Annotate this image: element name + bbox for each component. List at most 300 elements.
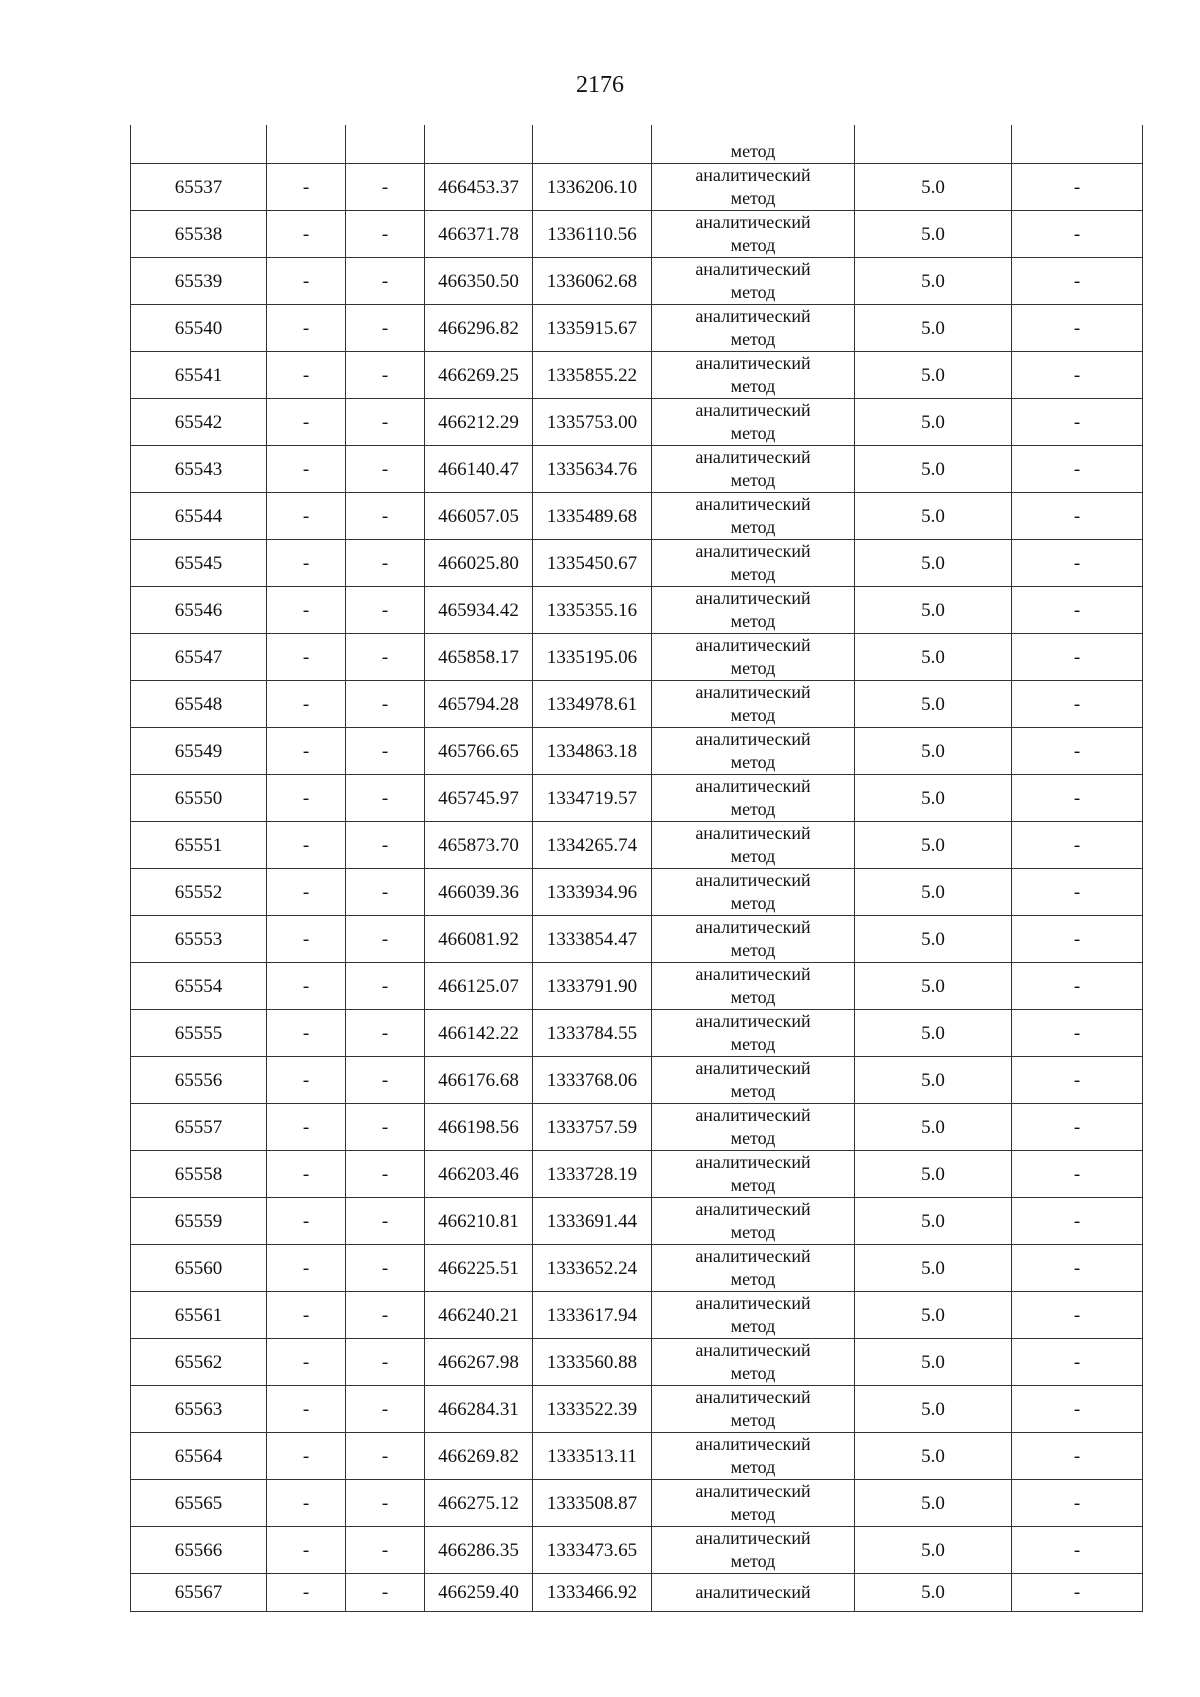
method-line: аналитический bbox=[695, 917, 811, 937]
cell-col3: - bbox=[346, 1480, 425, 1527]
cell-x: 465794.28 bbox=[425, 681, 533, 728]
method-line: метод bbox=[730, 893, 776, 913]
cell-method bbox=[652, 352, 855, 399]
method-line: метод bbox=[730, 1551, 776, 1571]
table-row bbox=[131, 822, 1143, 869]
cell-col2: - bbox=[267, 1339, 346, 1386]
cell-y: 1333513.11 bbox=[533, 1433, 652, 1480]
method-line: аналитический bbox=[695, 541, 811, 561]
cell-col3: - bbox=[346, 540, 425, 587]
cell-accuracy: 5.0 bbox=[855, 1339, 1012, 1386]
cell-y: 1333791.90 bbox=[533, 963, 652, 1010]
cell-y: 1333466.92 bbox=[533, 1574, 652, 1612]
cell-col8: - bbox=[1012, 493, 1143, 540]
method-line: аналитический bbox=[695, 1582, 811, 1602]
cell-point-number: 65566 bbox=[131, 1527, 267, 1574]
table-row bbox=[131, 1057, 1143, 1104]
table-row bbox=[131, 869, 1143, 916]
cell-col2: - bbox=[267, 540, 346, 587]
cell-col2: - bbox=[267, 1292, 346, 1339]
method-line: метод bbox=[730, 1457, 776, 1477]
cell-y: 1333617.94 bbox=[533, 1292, 652, 1339]
table-row bbox=[131, 587, 1143, 634]
cell-x: 466025.80 bbox=[425, 540, 533, 587]
cell-accuracy: 5.0 bbox=[855, 869, 1012, 916]
cell-col2: - bbox=[267, 634, 346, 681]
cell-point-number: 65555 bbox=[131, 1010, 267, 1057]
method-line: метод bbox=[730, 235, 776, 255]
cell-col3: - bbox=[346, 775, 425, 822]
cell-y: 1333508.87 bbox=[533, 1480, 652, 1527]
method-line: аналитический bbox=[695, 353, 811, 373]
cell-method bbox=[652, 1245, 855, 1292]
cell-col2: - bbox=[267, 587, 346, 634]
method-line: метод bbox=[730, 470, 776, 490]
cell-accuracy: 5.0 bbox=[855, 1480, 1012, 1527]
cell-y: 1335355.16 bbox=[533, 587, 652, 634]
cell-col3: - bbox=[346, 446, 425, 493]
cell-y: 1334265.74 bbox=[533, 822, 652, 869]
method-line: аналитический bbox=[695, 870, 811, 890]
cell-method bbox=[652, 211, 855, 258]
cell-x: 466269.25 bbox=[425, 352, 533, 399]
method-line: метод bbox=[730, 1410, 776, 1430]
cell-y: 1333473.65 bbox=[533, 1527, 652, 1574]
cell-method bbox=[652, 728, 855, 775]
cell-accuracy bbox=[855, 125, 1012, 164]
cell-point-number: 65562 bbox=[131, 1339, 267, 1386]
cell-col8: - bbox=[1012, 728, 1143, 775]
cell-x: 466140.47 bbox=[425, 446, 533, 493]
cell-accuracy: 5.0 bbox=[855, 963, 1012, 1010]
cell-point-number: 65545 bbox=[131, 540, 267, 587]
cell-y: 1334719.57 bbox=[533, 775, 652, 822]
cell-col2: - bbox=[267, 164, 346, 211]
table-row bbox=[131, 446, 1143, 493]
method-line: аналитический bbox=[695, 1434, 811, 1454]
cell-col2: - bbox=[267, 822, 346, 869]
cell-col3: - bbox=[346, 963, 425, 1010]
method-line: метод bbox=[730, 752, 776, 772]
method-line: метод bbox=[730, 1222, 776, 1242]
cell-col3: - bbox=[346, 869, 425, 916]
cell-col8: - bbox=[1012, 1104, 1143, 1151]
cell-accuracy: 5.0 bbox=[855, 681, 1012, 728]
cell-x: 466142.22 bbox=[425, 1010, 533, 1057]
cell-x: 465745.97 bbox=[425, 775, 533, 822]
cell-col8: - bbox=[1012, 1339, 1143, 1386]
method-line: аналитический bbox=[695, 1528, 811, 1548]
cell-col8: - bbox=[1012, 869, 1143, 916]
method-line: метод bbox=[730, 1316, 776, 1336]
cell-col2: - bbox=[267, 963, 346, 1010]
cell-x: 465934.42 bbox=[425, 587, 533, 634]
cell-col2: - bbox=[267, 399, 346, 446]
cell-point-number bbox=[131, 125, 267, 164]
cell-method bbox=[652, 493, 855, 540]
method-line: аналитический bbox=[695, 212, 811, 232]
method-line: аналитический bbox=[695, 165, 811, 185]
method-line: метод bbox=[730, 141, 776, 161]
cell-point-number: 65557 bbox=[131, 1104, 267, 1151]
cell-accuracy: 5.0 bbox=[855, 1245, 1012, 1292]
cell-col2: - bbox=[267, 211, 346, 258]
cell-point-number: 65538 bbox=[131, 211, 267, 258]
cell-y: 1335915.67 bbox=[533, 305, 652, 352]
table-row bbox=[131, 1433, 1143, 1480]
cell-x: 466275.12 bbox=[425, 1480, 533, 1527]
cell-point-number: 65565 bbox=[131, 1480, 267, 1527]
cell-method bbox=[652, 822, 855, 869]
method-line: метод bbox=[730, 611, 776, 631]
method-line: метод bbox=[730, 1363, 776, 1383]
cell-method bbox=[652, 1151, 855, 1198]
method-line: метод bbox=[730, 282, 776, 302]
table-row bbox=[131, 305, 1143, 352]
cell-y: 1333934.96 bbox=[533, 869, 652, 916]
cell-x: 466198.56 bbox=[425, 1104, 533, 1151]
cell-col3: - bbox=[346, 258, 425, 305]
cell-y: 1333652.24 bbox=[533, 1245, 652, 1292]
cell-col3: - bbox=[346, 1292, 425, 1339]
table-row bbox=[131, 1527, 1143, 1574]
cell-point-number: 65552 bbox=[131, 869, 267, 916]
cell-x: 466210.81 bbox=[425, 1198, 533, 1245]
cell-method bbox=[652, 916, 855, 963]
cell-y: 1333522.39 bbox=[533, 1386, 652, 1433]
cell-col3: - bbox=[346, 822, 425, 869]
cell-point-number: 65543 bbox=[131, 446, 267, 493]
cell-x: 466267.98 bbox=[425, 1339, 533, 1386]
cell-point-number: 65561 bbox=[131, 1292, 267, 1339]
cell-col2: - bbox=[267, 681, 346, 728]
cell-x: 466284.31 bbox=[425, 1386, 533, 1433]
cell-point-number: 65547 bbox=[131, 634, 267, 681]
cell-col3: - bbox=[346, 164, 425, 211]
table-row bbox=[131, 681, 1143, 728]
method-line: аналитический bbox=[695, 1340, 811, 1360]
cell-col8: - bbox=[1012, 1198, 1143, 1245]
cell-col2: - bbox=[267, 258, 346, 305]
cell-method bbox=[652, 1386, 855, 1433]
cell-accuracy: 5.0 bbox=[855, 305, 1012, 352]
table-row bbox=[131, 1386, 1143, 1433]
method-line: аналитический bbox=[695, 776, 811, 796]
cell-col3: - bbox=[346, 305, 425, 352]
method-line: аналитический bbox=[695, 259, 811, 279]
cell-accuracy: 5.0 bbox=[855, 775, 1012, 822]
cell-col3: - bbox=[346, 1386, 425, 1433]
method-line: аналитический bbox=[695, 1058, 811, 1078]
cell-accuracy: 5.0 bbox=[855, 258, 1012, 305]
cell-col3: - bbox=[346, 1198, 425, 1245]
cell-col3: - bbox=[346, 634, 425, 681]
cell-point-number: 65540 bbox=[131, 305, 267, 352]
cell-y: 1335855.22 bbox=[533, 352, 652, 399]
cell-col8: - bbox=[1012, 1245, 1143, 1292]
cell-point-number: 65551 bbox=[131, 822, 267, 869]
method-line: метод bbox=[730, 1034, 776, 1054]
table-row bbox=[131, 493, 1143, 540]
table-row bbox=[131, 1104, 1143, 1151]
cell-accuracy: 5.0 bbox=[855, 1151, 1012, 1198]
cell-col2: - bbox=[267, 305, 346, 352]
cell-col3: - bbox=[346, 1339, 425, 1386]
cell-method bbox=[652, 1527, 855, 1574]
cell-x: 465873.70 bbox=[425, 822, 533, 869]
table-row bbox=[131, 916, 1143, 963]
cell-y: 1333768.06 bbox=[533, 1057, 652, 1104]
cell-point-number: 65553 bbox=[131, 916, 267, 963]
cell-method bbox=[652, 869, 855, 916]
method-line: аналитический bbox=[695, 588, 811, 608]
method-line: метод bbox=[730, 188, 776, 208]
cell-accuracy: 5.0 bbox=[855, 916, 1012, 963]
cell-accuracy: 5.0 bbox=[855, 399, 1012, 446]
cell-method bbox=[652, 1198, 855, 1245]
method-line: метод bbox=[730, 376, 776, 396]
cell-method bbox=[652, 1433, 855, 1480]
cell-y: 1333757.59 bbox=[533, 1104, 652, 1151]
cell-x: 466240.21 bbox=[425, 1292, 533, 1339]
method-line: аналитический bbox=[695, 1199, 811, 1219]
cell-accuracy: 5.0 bbox=[855, 728, 1012, 775]
cell-point-number: 65546 bbox=[131, 587, 267, 634]
method-line: метод bbox=[730, 1504, 776, 1524]
method-line: аналитический bbox=[695, 729, 811, 749]
cell-accuracy: 5.0 bbox=[855, 1386, 1012, 1433]
cell-y: 1333854.47 bbox=[533, 916, 652, 963]
method-line: аналитический bbox=[695, 400, 811, 420]
table-row bbox=[131, 1151, 1143, 1198]
cell-col2: - bbox=[267, 1245, 346, 1292]
cell-col8: - bbox=[1012, 446, 1143, 493]
cell-x: 466125.07 bbox=[425, 963, 533, 1010]
cell-point-number: 65567 bbox=[131, 1574, 267, 1612]
cell-accuracy: 5.0 bbox=[855, 1433, 1012, 1480]
cell-col2: - bbox=[267, 728, 346, 775]
method-line: аналитический bbox=[695, 447, 811, 467]
cell-y: 1333560.88 bbox=[533, 1339, 652, 1386]
cell-col3: - bbox=[346, 1245, 425, 1292]
cell-col8: - bbox=[1012, 399, 1143, 446]
table-row bbox=[131, 728, 1143, 775]
table-row bbox=[131, 1245, 1143, 1292]
method-line: аналитический bbox=[695, 1293, 811, 1313]
cell-accuracy: 5.0 bbox=[855, 634, 1012, 681]
cell-col3: - bbox=[346, 681, 425, 728]
cell-y: 1334863.18 bbox=[533, 728, 652, 775]
method-line: метод bbox=[730, 987, 776, 1007]
cell-col8: - bbox=[1012, 681, 1143, 728]
cell-method bbox=[652, 963, 855, 1010]
method-line: метод bbox=[730, 846, 776, 866]
cell-col2: - bbox=[267, 1198, 346, 1245]
cell-point-number: 65564 bbox=[131, 1433, 267, 1480]
cell-col8: - bbox=[1012, 1292, 1143, 1339]
cell-col2: - bbox=[267, 1480, 346, 1527]
table-row bbox=[131, 352, 1143, 399]
method-line: метод bbox=[730, 940, 776, 960]
cell-method bbox=[652, 446, 855, 493]
method-line: аналитический bbox=[695, 1246, 811, 1266]
cell-y: 1335450.67 bbox=[533, 540, 652, 587]
cell-col3: - bbox=[346, 352, 425, 399]
cell-point-number: 65544 bbox=[131, 493, 267, 540]
cell-accuracy: 5.0 bbox=[855, 822, 1012, 869]
cell-col3: - bbox=[346, 1433, 425, 1480]
cell-col3: - bbox=[346, 493, 425, 540]
cell-col8: - bbox=[1012, 1527, 1143, 1574]
cell-x: 466057.05 bbox=[425, 493, 533, 540]
table-row bbox=[131, 775, 1143, 822]
cell-y: 1333691.44 bbox=[533, 1198, 652, 1245]
cell-accuracy: 5.0 bbox=[855, 164, 1012, 211]
cell-col2: - bbox=[267, 1057, 346, 1104]
cell-accuracy: 5.0 bbox=[855, 587, 1012, 634]
cell-accuracy: 5.0 bbox=[855, 540, 1012, 587]
method-line: метод bbox=[730, 564, 776, 584]
cell-accuracy: 5.0 bbox=[855, 1104, 1012, 1151]
cell-method bbox=[652, 1292, 855, 1339]
cell-x: 466350.50 bbox=[425, 258, 533, 305]
cell-method bbox=[652, 399, 855, 446]
cell-col3: - bbox=[346, 1151, 425, 1198]
cell-col2: - bbox=[267, 916, 346, 963]
method-line: метод bbox=[730, 658, 776, 678]
cell-accuracy: 5.0 bbox=[855, 446, 1012, 493]
cell-point-number: 65537 bbox=[131, 164, 267, 211]
cell-accuracy: 5.0 bbox=[855, 493, 1012, 540]
method-line: аналитический bbox=[695, 964, 811, 984]
cell-col8 bbox=[1012, 125, 1143, 164]
cell-accuracy: 5.0 bbox=[855, 1198, 1012, 1245]
table-row bbox=[131, 211, 1143, 258]
method-line: аналитический bbox=[695, 1152, 811, 1172]
cell-col3: - bbox=[346, 587, 425, 634]
cell-y: 1336206.10 bbox=[533, 164, 652, 211]
cell-method bbox=[652, 1010, 855, 1057]
cell-col3: - bbox=[346, 211, 425, 258]
cell-col8: - bbox=[1012, 822, 1143, 869]
cell-x: 466176.68 bbox=[425, 1057, 533, 1104]
cell-accuracy: 5.0 bbox=[855, 211, 1012, 258]
cell-col2: - bbox=[267, 446, 346, 493]
cell-col2 bbox=[267, 125, 346, 164]
cell-accuracy: 5.0 bbox=[855, 1010, 1012, 1057]
cell-x: 466296.82 bbox=[425, 305, 533, 352]
method-line: метод bbox=[730, 1081, 776, 1101]
table-row bbox=[131, 540, 1143, 587]
cell-point-number: 65542 bbox=[131, 399, 267, 446]
cell-y: 1336110.56 bbox=[533, 211, 652, 258]
cell-col8: - bbox=[1012, 963, 1143, 1010]
cell-method bbox=[652, 1057, 855, 1104]
method-line: аналитический bbox=[695, 306, 811, 326]
cell-point-number: 65541 bbox=[131, 352, 267, 399]
cell-y: 1333728.19 bbox=[533, 1151, 652, 1198]
table-row bbox=[131, 399, 1143, 446]
cell-col8: - bbox=[1012, 1057, 1143, 1104]
cell-col3: - bbox=[346, 728, 425, 775]
cell-col8: - bbox=[1012, 1386, 1143, 1433]
cell-method bbox=[652, 1574, 855, 1612]
cell-col3 bbox=[346, 125, 425, 164]
cell-col8: - bbox=[1012, 1480, 1143, 1527]
cell-accuracy: 5.0 bbox=[855, 352, 1012, 399]
cell-y: 1335195.06 bbox=[533, 634, 652, 681]
method-line: метод bbox=[730, 1128, 776, 1148]
cell-x bbox=[425, 125, 533, 164]
cell-col8: - bbox=[1012, 1574, 1143, 1612]
cell-col8: - bbox=[1012, 164, 1143, 211]
cell-point-number: 65556 bbox=[131, 1057, 267, 1104]
cell-col2: - bbox=[267, 775, 346, 822]
cell-y: 1335634.76 bbox=[533, 446, 652, 493]
cell-x: 466286.35 bbox=[425, 1527, 533, 1574]
cell-method bbox=[652, 258, 855, 305]
table-row bbox=[131, 1339, 1143, 1386]
cell-x: 466225.51 bbox=[425, 1245, 533, 1292]
cell-col2: - bbox=[267, 1433, 346, 1480]
cell-method bbox=[652, 1480, 855, 1527]
cell-col2: - bbox=[267, 869, 346, 916]
method-line: метод bbox=[730, 517, 776, 537]
table-row bbox=[131, 634, 1143, 681]
table-row bbox=[131, 963, 1143, 1010]
cell-col2: - bbox=[267, 1104, 346, 1151]
cell-x: 466371.78 bbox=[425, 211, 533, 258]
table-row bbox=[131, 1010, 1143, 1057]
cell-point-number: 65559 bbox=[131, 1198, 267, 1245]
cell-x: 466203.46 bbox=[425, 1151, 533, 1198]
cell-accuracy: 5.0 bbox=[855, 1057, 1012, 1104]
cell-method bbox=[652, 681, 855, 728]
cell-point-number: 65554 bbox=[131, 963, 267, 1010]
method-line: аналитический bbox=[695, 1105, 811, 1125]
cell-col8: - bbox=[1012, 540, 1143, 587]
cell-y: 1336062.68 bbox=[533, 258, 652, 305]
cell-method bbox=[652, 164, 855, 211]
method-line: метод bbox=[730, 1269, 776, 1289]
cell-col3: - bbox=[346, 1010, 425, 1057]
cell-y bbox=[533, 125, 652, 164]
method-line: метод bbox=[730, 423, 776, 443]
cell-x: 466039.36 bbox=[425, 869, 533, 916]
cell-col2: - bbox=[267, 1574, 346, 1612]
coordinates-table bbox=[130, 125, 1143, 1612]
method-line: аналитический bbox=[695, 635, 811, 655]
cell-method bbox=[652, 634, 855, 681]
cell-col8: - bbox=[1012, 775, 1143, 822]
cell-col3: - bbox=[346, 1527, 425, 1574]
cell-col8: - bbox=[1012, 1433, 1143, 1480]
cell-method bbox=[652, 125, 855, 164]
cell-x: 466453.37 bbox=[425, 164, 533, 211]
cell-x: 466212.29 bbox=[425, 399, 533, 446]
cell-method bbox=[652, 1339, 855, 1386]
method-line: аналитический bbox=[695, 1387, 811, 1407]
cell-point-number: 65563 bbox=[131, 1386, 267, 1433]
cell-x: 465766.65 bbox=[425, 728, 533, 775]
cell-col2: - bbox=[267, 1386, 346, 1433]
cell-point-number: 65550 bbox=[131, 775, 267, 822]
cell-col2: - bbox=[267, 1151, 346, 1198]
method-line: аналитический bbox=[695, 1011, 811, 1031]
cell-y: 1333784.55 bbox=[533, 1010, 652, 1057]
table-row bbox=[131, 1480, 1143, 1527]
table-row bbox=[131, 164, 1143, 211]
